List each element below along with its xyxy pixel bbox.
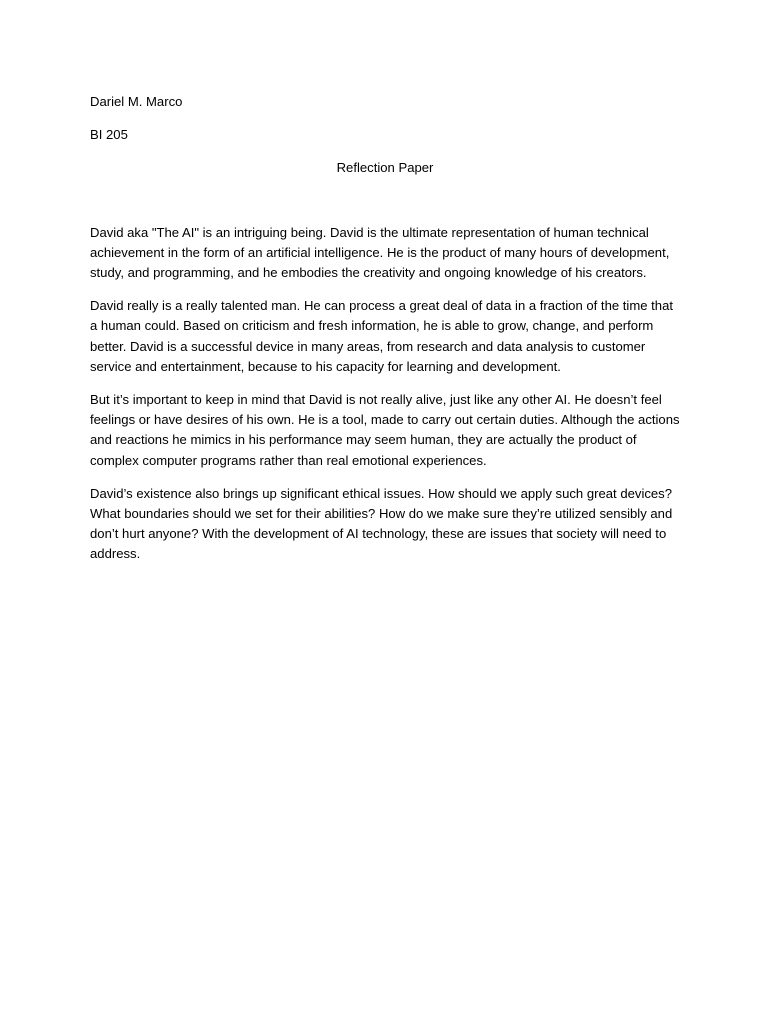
course-code: BI 205 (90, 127, 128, 143)
paragraph-4: David’s existence also brings up significant ethical issues. How should we apply such great devices? What boundaries should we set for their abilities? How do we make sure they’re utilized sensibly and don’t hurt anyone? With the development of AI technology, these are issues that society will need to address. (90, 485, 673, 562)
paper-title: Reflection Paper (336, 160, 434, 176)
paragraph-1: David aka "The AI" is an intriguing being. David is the ultimate representation of human technical achievement in the form of an artificial intelligence. He is the product of many hours of development, study, and programming, and he embodies the creativity and ongoing knowledge of his creators. (90, 224, 670, 281)
document-body (90, 92, 680, 578)
paragraph-2: David really is a really talented man. He can process a great deal of data in a fraction of the time that a human could. Based on criticism and fresh information, he is able to grow, change, and perform better. David is a successful device in many areas, from research and data analysis to customer service and entertainment, because to his capacity for learning and development. (90, 298, 673, 374)
author-name: Dariel M. Marco (90, 94, 183, 109)
paragraph-3: But it’s important to keep in mind that David is not really alive, just like any other AI. He doesn’t feel feelings or have desires of his own. He is a tool, made to carry out certain duties. Although the actions and reactions he mimics in his performance may seem human, they are actually the product of complex computer programs rather than real emotional experiences. (90, 392, 680, 468)
